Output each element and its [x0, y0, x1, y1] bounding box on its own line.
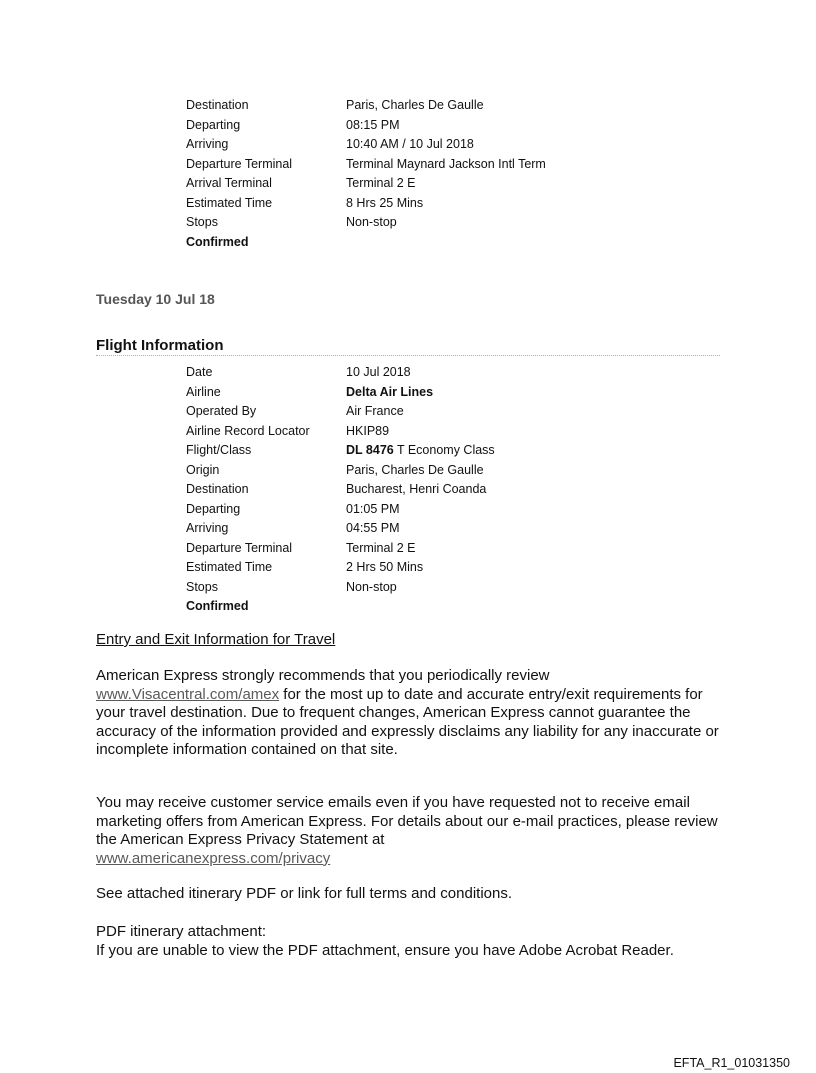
detail-label: Destination: [186, 98, 249, 112]
detail-label: Arriving: [186, 521, 229, 535]
detail-label: Stops: [186, 215, 218, 229]
detail-label: Arrival Terminal: [186, 176, 272, 190]
flight-2-details: [186, 363, 495, 617]
detail-row-flight-class: [186, 441, 495, 461]
detail-row-record-locator: [186, 422, 495, 442]
confirmed-status: Confirmed: [186, 599, 249, 613]
detail-value: 04:55 PM: [346, 521, 400, 535]
detail-row-stops: [186, 578, 495, 598]
detail-label: Departure Terminal: [186, 540, 293, 555]
terms-note: See attached itinerary PDF or link for full terms and conditions.: [96, 885, 513, 902]
detail-value: Terminal 2 E: [346, 540, 416, 555]
detail-row-stops: [186, 213, 546, 233]
detail-label: Estimated Time: [186, 195, 273, 210]
day-heading: Tuesday 10 Jul 18: [96, 291, 215, 307]
detail-row-estimated-time: [186, 194, 546, 214]
detail-row-origin: [186, 461, 495, 481]
detail-row-arriving: [186, 519, 495, 539]
entry-exit-text-body: for the most up to date and accurate entry/exit requirements for your travel destination. Due to frequent changes, American Express cannot guarantee the accuracy of the information provided and expressly disclaims any liability for any inaccurate or incomplete information contained on that site.: [96, 685, 719, 758]
detail-value: 10 Jul 2018: [346, 365, 411, 379]
detail-label: Flight/Class: [186, 443, 252, 457]
detail-row-arrival-terminal: [186, 174, 546, 194]
detail-label: Stops: [186, 579, 218, 594]
record-locator-value: HKIP89: [346, 423, 390, 438]
flight-class-value: [346, 441, 495, 461]
detail-label: Origin: [186, 462, 220, 477]
acrobat-reader-note: If you are unable to view the PDF attachment, ensure you have Adobe Acrobat Reader.: [96, 941, 674, 959]
pdf-attachment-label: PDF itinerary attachment:: [96, 923, 267, 940]
detail-label: Destination: [186, 482, 249, 496]
detail-value: Bucharest, Henri Coanda: [346, 482, 487, 496]
detail-value: Air France: [346, 404, 404, 418]
detail-label: Departure Terminal: [186, 156, 293, 171]
detail-value: 2 Hrs 50 Mins: [346, 560, 424, 574]
confirmed-status-row: [186, 597, 495, 617]
flight-number: DL 8476: [346, 443, 394, 457]
visacentral-link[interactable]: www.Visacentral.com/amex: [96, 685, 280, 703]
detail-row-departure-terminal: [186, 155, 546, 175]
detail-value: Paris, Charles De Gaulle: [346, 462, 484, 477]
detail-row-date: [186, 363, 495, 383]
confirmed-status-row: [186, 233, 546, 253]
detail-row-departure-terminal: [186, 539, 495, 559]
airline-name: Delta Air Lines: [346, 384, 434, 399]
detail-row-departing: [186, 116, 546, 136]
document-id: EFTA_R1_01031350: [673, 1056, 790, 1070]
entry-exit-text-intro: American Express strongly recommends that you periodically review: [96, 667, 550, 684]
detail-value: 01:05 PM: [346, 501, 400, 516]
detail-value: Non-stop: [346, 215, 397, 229]
detail-label: Airline: [186, 384, 221, 399]
privacy-text: You may receive customer service emails even if you have requested not to receive email marketing offers from American Express. For details about our e-mail practices, please review the American Express Privacy Statement at: [96, 794, 718, 848]
flight-information-title: Flight Information: [96, 337, 720, 356]
detail-value: 10:40 AM / 10 Jul 2018: [346, 137, 474, 151]
detail-value: 08:15 PM: [346, 117, 400, 132]
detail-row-operated-by: [186, 402, 495, 422]
detail-row-destination: [186, 480, 495, 500]
detail-value: Terminal 2 E: [346, 176, 416, 190]
entry-exit-heading: Entry and Exit Information for Travel: [96, 631, 336, 648]
privacy-link[interactable]: www.americanexpress.com/privacy: [96, 849, 331, 867]
privacy-paragraph: [96, 794, 726, 868]
detail-label: Departing: [186, 117, 241, 132]
detail-row-airline: [186, 383, 495, 403]
detail-label: Estimated Time: [186, 560, 273, 574]
pdf-attachment-note: [96, 923, 726, 960]
detail-label: Departing: [186, 501, 241, 516]
class-value: T Economy Class: [393, 443, 495, 457]
detail-label: Operated By: [186, 404, 257, 418]
detail-row-estimated-time: [186, 558, 495, 578]
detail-value: 8 Hrs 25 Mins: [346, 195, 424, 210]
detail-label: Date: [186, 365, 213, 379]
detail-value: Non-stop: [346, 579, 397, 594]
detail-row-departing: [186, 500, 495, 520]
detail-label: Arriving: [186, 137, 229, 151]
detail-value: Paris, Charles De Gaulle: [346, 98, 484, 112]
entry-exit-paragraph: [96, 667, 726, 760]
detail-row-arriving: [186, 135, 546, 155]
confirmed-status: Confirmed: [186, 234, 249, 249]
detail-row-destination: [186, 96, 546, 116]
flight-1-details: [186, 96, 546, 252]
detail-label: Airline Record Locator: [186, 423, 310, 438]
detail-value: Terminal Maynard Jackson Intl Term: [346, 156, 546, 171]
